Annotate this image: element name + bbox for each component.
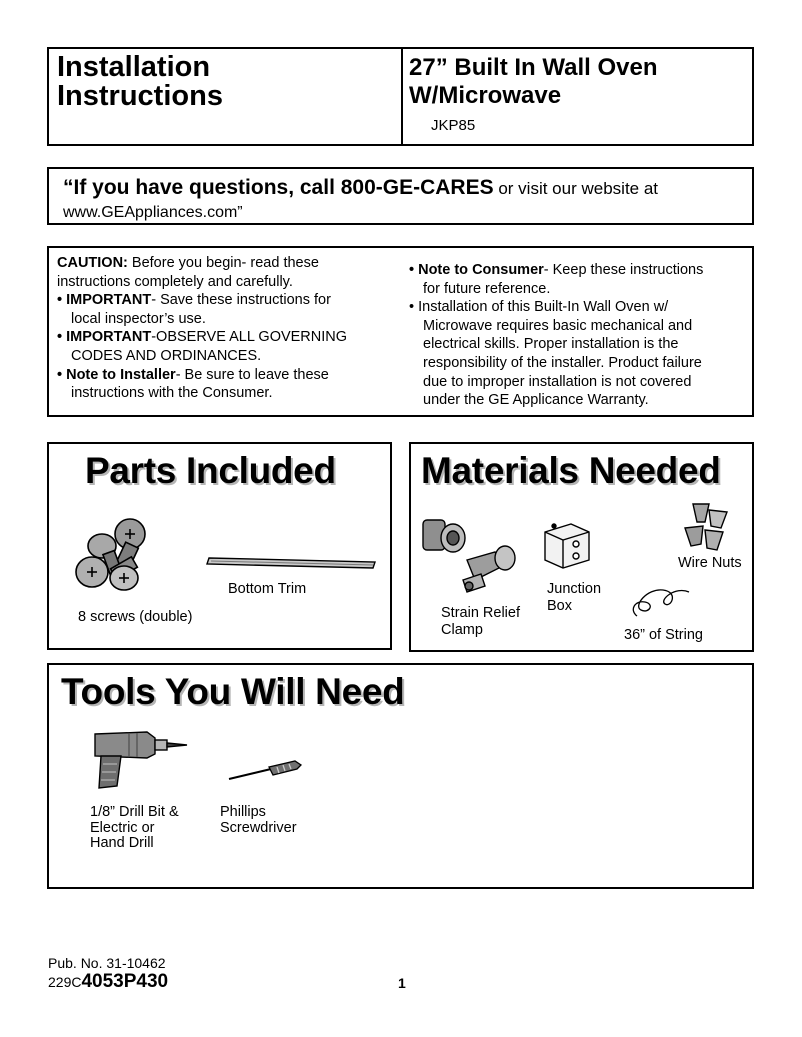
cautions-left: CAUTION: Before you begin- read these instructions completely and carefully. • IMPORTANT- Save these instructions for local inspector’s use. • IMPORTANT-OBSERVE ALL GOVERNING CODES AND ORDINANCES. • Note to Installer- Be sure to leave these instructions with the Consumer. [57, 255, 348, 402]
junction-box-label: Junction Box [547, 581, 602, 614]
product-title: 27” Built In Wall Oven W/Microwave [409, 54, 658, 109]
wire-nuts-label: Wire Nuts [678, 555, 742, 571]
parts-box [47, 442, 392, 650]
model-number: JKP85 [431, 117, 476, 134]
part-code: 229C4053P430 [48, 971, 169, 992]
screwdriver-label: Phillips Screwdriver [220, 804, 297, 836]
drill-label: 1/8” Drill Bit & Electric or Hand Drill [90, 804, 179, 851]
contact-line-1: “If you have questions, call 800-GE-CARES or visit our website at [63, 176, 659, 199]
page-number: 1 [398, 975, 406, 991]
drill-icon [89, 728, 189, 792]
screws-label: 8 screws (double) [78, 609, 193, 625]
bottom-trim-icon [205, 554, 379, 572]
tools-box [47, 663, 754, 889]
contact-box [47, 167, 754, 225]
screws-icon [72, 516, 168, 594]
strain-relief-clamp-icon [417, 514, 527, 598]
materials-box [409, 442, 754, 652]
junction-box-icon [541, 516, 593, 572]
bottom-trim-label: Bottom Trim [228, 581, 307, 597]
tools-title: Tools You Will Need [61, 671, 405, 712]
page-title: Installation Instructions [57, 51, 223, 112]
wire-nuts-icon [679, 500, 735, 558]
publication-number: Pub. No. 31-10462 [48, 955, 166, 971]
header-box [47, 47, 754, 146]
cautions-box [47, 246, 754, 417]
header-divider [401, 49, 403, 144]
string-label: 36” of String [624, 627, 703, 643]
phillips-screwdriver-icon [225, 759, 305, 785]
parts-title: Parts Included [85, 450, 336, 491]
string-icon [627, 582, 693, 620]
strain-relief-label: Strain Relief Clamp [441, 605, 520, 638]
website-link[interactable]: www.GEAppliances.com” [63, 204, 243, 221]
materials-title: Materials Needed [421, 450, 721, 491]
cautions-right: • Note to Consumer- Keep these instructions for future reference. • Installation of this Built-In Wall Oven w/ Microwave requires basic mechanical and electrical skills. Proper installation is the responsibility of the installer. Product failure due to improper installation is not covered under the GE Applicance Warranty. [409, 262, 704, 409]
